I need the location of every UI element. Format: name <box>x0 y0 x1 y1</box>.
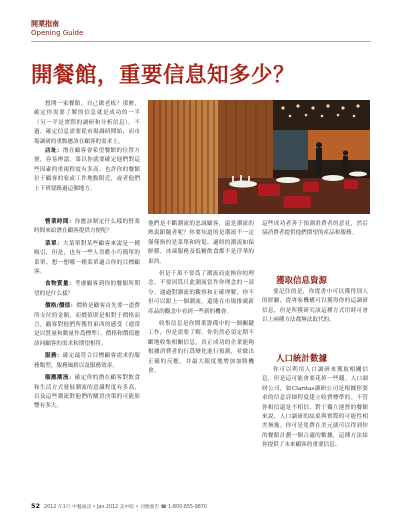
paragraph <box>262 220 368 239</box>
paragraph <box>34 147 140 194</box>
footer-text: 2012 年1月 中餐通訊 • Jan 2012 美中版 • 刊號廣告 ☎ 1-800-655-9870 <box>44 505 207 510</box>
section-title-zh: 開業指南 <box>31 20 59 28</box>
paragraph-term: 店址： <box>45 148 63 155</box>
subheading-info-sources: 獲取信息資源 <box>276 276 328 286</box>
paragraph-text: 他們是不斷潮流的忠誠顧客，還是潮流的熱衷跟隨者呢？你要知道的是潮流不一定僅僅指的是菜單和時髦。適時的潮流如保鮮膜、冰凍服務及低糖飲食都不是浮華的東西。 <box>148 221 254 265</box>
paragraph-text: 你可以利用人口調研來獲取相關信息，但是這可能會要花掉一些錢。人口調研公司，如Claritas調研公司是根據你要求的信息詳細程度建立收費標準的。不管你相信還是不相信，對于獨立運營的餐館來說，人口調研的結果與實際的可能性相差無幾。你可是免費在美元就可以得到你的餐館計劃一個合適的數據，這種方法給你提供了未來顧客的重要信息。 <box>262 367 368 449</box>
paragraph-text: 確定最符合目標顧客需求的服務類型、服務風格以及服務效率。 <box>34 353 140 369</box>
restaurant-photo <box>148 100 370 214</box>
paragraph <box>148 270 254 317</box>
paragraph <box>34 352 140 371</box>
paragraph <box>34 280 140 299</box>
paragraph-term: 食物質量： <box>45 281 75 288</box>
paragraph-term: 服務： <box>45 353 63 360</box>
paragraph-text: 你應該制定什么樣的營業時間來給潛在顧客提供方便呢？ <box>34 219 140 235</box>
paragraph-text: 大菜單對某些顧客來說是一種吸引，但是，也有一些人喜歡小巧簡單的菜單。想一想哪一種菜單適合你的目標顧客。 <box>34 240 140 276</box>
info-sources-text <box>262 288 368 326</box>
paragraph <box>262 288 368 326</box>
paragraph <box>34 302 140 349</box>
column-3 <box>262 220 368 239</box>
paragraph <box>148 320 254 376</box>
paragraph-text: 考慮顧客到你的餐館所期望的是什么樣？ <box>34 281 140 297</box>
paragraph-term: 順應潮流： <box>45 375 75 382</box>
paragraph <box>262 366 368 451</box>
column-1-upper <box>34 100 140 194</box>
section-title-en: Opening Guide <box>31 29 84 37</box>
demographics-text <box>262 366 368 451</box>
paragraph <box>148 220 254 267</box>
paragraph-term: 價格/價值： <box>45 303 77 310</box>
section-header <box>31 20 83 38</box>
header-divider <box>31 41 371 42</box>
article-title: 開餐館，重要信息知多少？ <box>31 63 296 88</box>
paragraph-text: 確定你的潛在顧客對飲食和生活方式發展潮流的意識程度有多高，以及這些潮流對他們的購買決策的可能影響有多大。 <box>34 375 140 410</box>
paragraph-text: 但是千萬不要爲了潮流而更換你的理念。不要因爲只此潮流當作你理念的一部分。通過對潮流的觀察和正確理解，你不但可以跟上一個潮流，還能在市場推廣新產品的觀念中看到一些新的機會。 <box>148 271 254 315</box>
paragraph <box>34 218 140 237</box>
page-number: 52 <box>31 502 41 510</box>
paragraph-text: 要記住的是，你從書中可以獲得別人的經驗，從專家機構可以獲得你的這調研信息，但是所獲研究該這種方式用時可會以上兩種方法都無法取代的。 <box>262 289 368 324</box>
paragraph-text: 這些成功者善于預測消費者的意見，然后協消費者提供他們期望的產品和服務。 <box>262 221 368 237</box>
paragraph <box>34 240 140 278</box>
paragraph-text: 收集信息是你開業籌備中的一個關鍵工作，但是需要了解，你仍然必須定期不斷地收集相關信息，真正成功的企業能夠根據消費者的行爲變化進行預測，並做出正確的反應，并最大限度地增加加勝機會。 <box>148 321 254 375</box>
paragraph <box>34 374 140 412</box>
paragraph-term: 營業時間： <box>45 219 75 225</box>
subheading-demographics: 人口統計數據 <box>276 354 328 364</box>
paragraph-text: 價格是顧客首先要一道費所支付的金額，而價值則是相對于價格而言，顧客對他們所獲得東西的感受（通常是以質量和數量作爲標準）。價格和價值應該同顧客的需求和期望相符。 <box>34 303 140 347</box>
paragraph-term: 菜單： <box>45 240 63 247</box>
paragraph-text: 潛在顧客會希望餐館的位置方便，容易辨認。第以你就要確定他們對這些因素的重視程度有多高。也許你的餐館位于顧客的家或工作地點附近，或者他們上下班要路過這個地方。 <box>34 148 140 192</box>
column-1-lower <box>34 218 140 412</box>
paragraph-text: 想開一家餐館，自己做老板？那麼，確定你需要了解的信息就是成功的一半（另一半是實際的調研和分析信息）。不過，確定信息需要從市場調研開始，而市場調研的重點應該在顧客的需求上。 <box>34 101 140 145</box>
column-2 <box>148 220 254 377</box>
paragraph <box>34 100 140 147</box>
page-footer <box>31 502 207 510</box>
